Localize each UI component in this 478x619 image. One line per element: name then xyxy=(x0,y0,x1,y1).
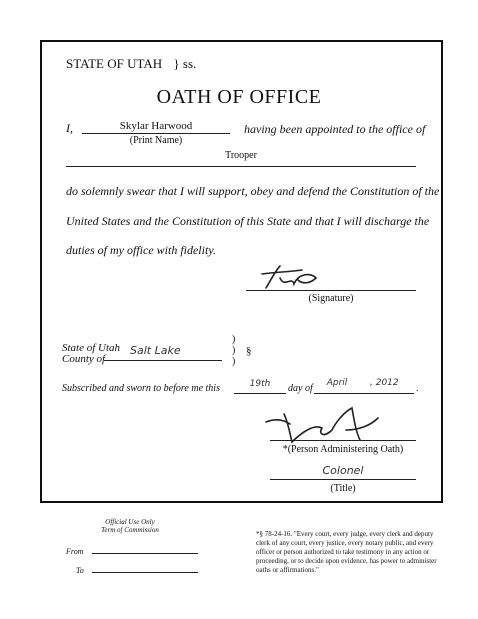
venue-section-mark: § xyxy=(246,345,252,357)
day-of-label: day of xyxy=(288,383,313,394)
print-name-line xyxy=(82,133,230,134)
office-value: Trooper xyxy=(225,150,257,161)
month-value: April xyxy=(326,378,348,388)
having-text: having been appointed to the office of xyxy=(244,122,426,136)
state-label: STATE OF UTAH xyxy=(66,56,163,71)
to-line xyxy=(92,572,198,573)
print-name-caption: (Print Name) xyxy=(129,135,183,146)
title-caption: (Title) xyxy=(330,483,356,494)
day-value: 19th xyxy=(249,379,271,389)
signature-line xyxy=(246,290,416,291)
from-line xyxy=(92,553,198,554)
administrator-caption: *(Person Administering Oath) xyxy=(282,444,404,455)
venue-county-label: County of xyxy=(62,353,106,365)
from-label: From xyxy=(66,547,84,556)
oath-line-2: United States and the Constitution of this State and that I will discharge the xyxy=(66,214,430,228)
to-label: To xyxy=(76,566,84,575)
official-use-label: Official Use Only xyxy=(105,518,155,526)
subscribed-text: Subscribed and sworn to before me this xyxy=(62,383,220,394)
statute-text: *§ 78-24-16. "Every court, every judge, every clerk and deputy clerk of any court, every justice, every notary public, and every officer or person authorized to take testimony in any action or proceeding, or to decide upon evidence, has power to administer oaths or affirmations." xyxy=(256,530,437,574)
venue-county-value: Salt Lake xyxy=(130,344,181,357)
month-line xyxy=(314,393,364,394)
year-line xyxy=(364,393,414,394)
state-heading xyxy=(66,56,196,72)
administrator-line xyxy=(270,440,416,441)
ss-label: } ss. xyxy=(173,56,197,71)
administrator-signature xyxy=(262,404,382,444)
subscribed-end-period: . xyxy=(416,383,419,394)
print-name-value: Skylar Harwood xyxy=(119,120,193,132)
oath-line-3: duties of my office with fidelity. xyxy=(66,243,216,257)
office-line xyxy=(66,166,416,167)
county-line xyxy=(104,360,222,361)
venue-brace-1: ) xyxy=(232,334,236,345)
signature-caption: (Signature) xyxy=(308,293,354,304)
form-border xyxy=(40,40,443,503)
year-value: , 2012 xyxy=(370,378,399,388)
title-value: Colonel xyxy=(322,464,364,477)
day-line xyxy=(234,393,286,394)
title-line xyxy=(270,479,416,480)
venue-state-label: State of Utah xyxy=(62,342,121,354)
oath-line-1: do solemnly swear that I will support, obey and defend the Constitution of the xyxy=(66,184,440,198)
oath-signature xyxy=(258,262,328,292)
document-title: OATH OF OFFICE xyxy=(156,86,322,108)
venue-brace-3: ) xyxy=(232,356,236,367)
venue-brace-2: ) xyxy=(232,345,236,356)
i-label: I, xyxy=(66,121,73,135)
term-label: Term of Commission xyxy=(101,526,159,534)
